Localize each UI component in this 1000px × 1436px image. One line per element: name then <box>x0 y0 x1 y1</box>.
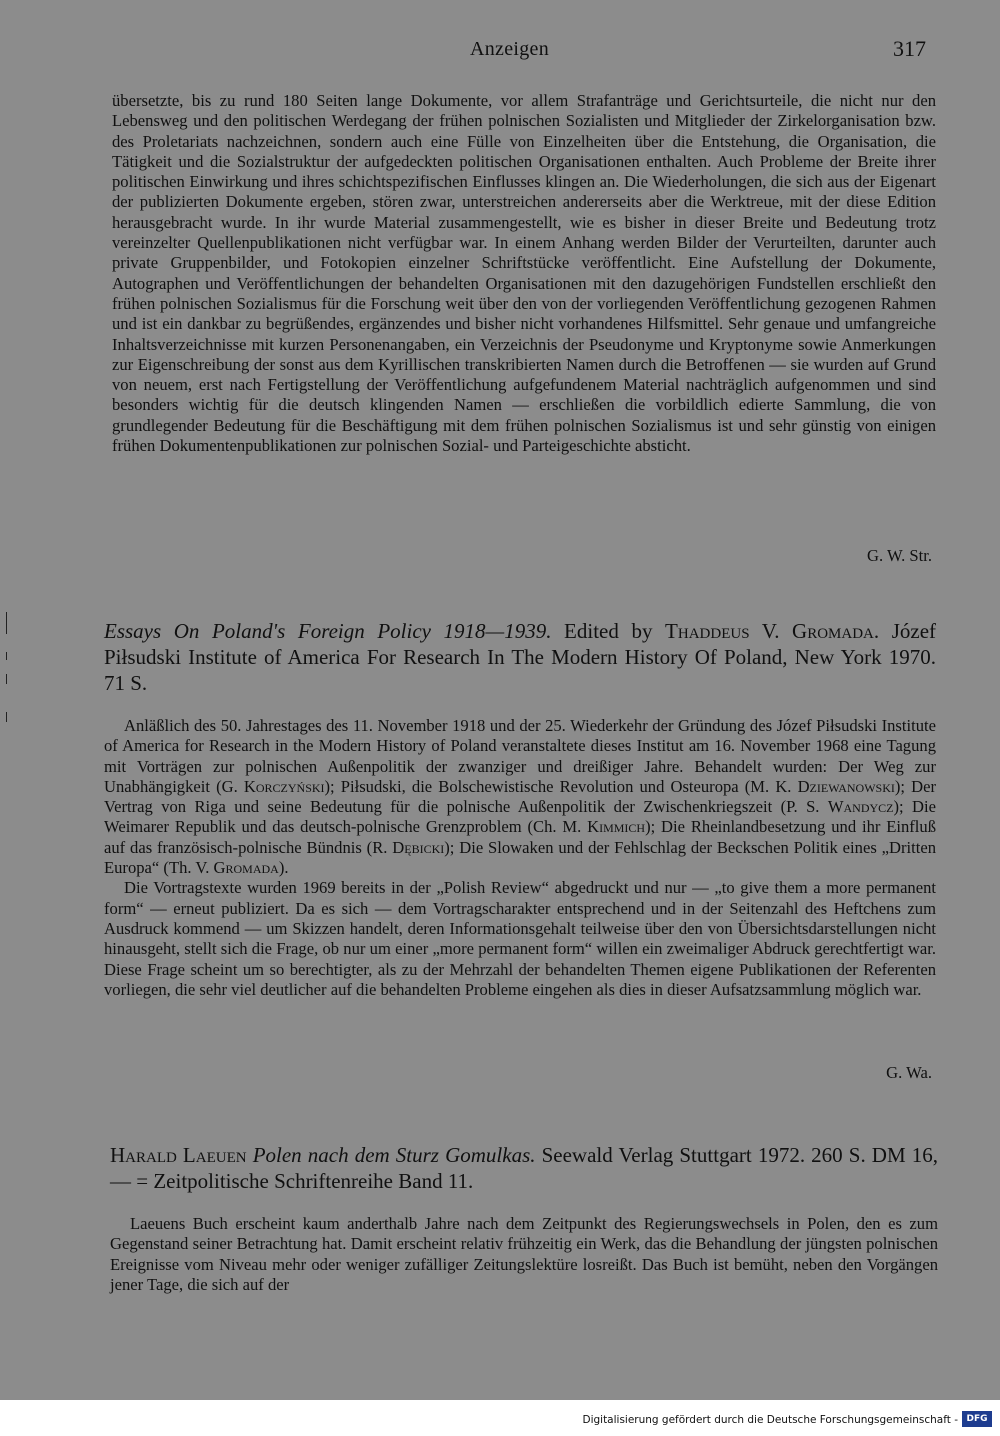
author-name: Korczyński <box>243 776 325 796</box>
running-head-title: Anzeigen <box>470 38 550 60</box>
review3-reference <box>110 1142 938 1194</box>
author-name: Dębicki <box>392 837 445 857</box>
page-number: 317 <box>893 36 926 61</box>
author-name: Wandycz <box>827 797 894 817</box>
review2-edited-by: Edited by <box>551 619 666 643</box>
review2-reference <box>104 618 936 696</box>
review3-book-title: Polen nach dem Sturz Gomulkas. <box>246 1143 536 1167</box>
review2-body <box>104 716 936 1000</box>
review1-paragraph: übersetzte, bis zu rund 180 Seiten lange Dokumente, vor allem Strafanträge und Gerichtsurteile, die nicht nur den Lebensweg und den politischen Werdegang der frühen polnischen Sozialisten und Mitglieder der Zirkelorganisation bzw. des Proletariats nachzeichnen, sondern auch eine Fülle von Einzelheiten über die Entstehung, die Organisation, die Tätigkeit und die Sozialstruktur der aufgedeckten politischen Organisationen enthalten. Auch Probleme der Breite ihrer politischen Einwirkung und ihres schichtspezifischen Einflusses klingen an. Die Wiederholungen, die sich aus der Eigenart der publizierten Dokumente ergeben, stören zwar, unterstreichen andererseits aber die Werktreue, mit der diese Edition herausgebracht wurde. In ihr wurde Material zusammengestellt, wie es bisher in dieser Breite und Bedeutung trotz vereinzelter Quellenpublikationen nicht verfügbar war. In einem Anhang werden Bilder der Verurteilten, darunter auch private Gruppenbilder, und Fotokopien einzelner Schriftstücke veröffentlicht. Eine Aufstellung der Dokumente, Autographen und Veröffentlichungen der behandelten Organisationen mit den dazugehörigen Fundstellen erschließt den frühen polnischen Sozialismus für die Forschung weit über den von der vorliegenden Veröffentlichung gezogenen Rahmen und ist ein dankbar zu begrüßendes, ergänzendes und bisher nicht vorhandenes Hilfsmittel. Sehr genaue und umfangreiche Inhaltsverzeichnisse mit kurzen Personenangaben, ein Verzeichnis der Pseudonyme und Kryptonyme sowie Anmerkungen zur Eigenschreibung der sonst aus dem Kyrillischen transkribierten Namen durch die Betroffenen — sie wurden auf Grund von neuem, erst nach Fertigstellung der Veröffentlichung aufgefundenem Material nachträglich aufgenommen und sind besonders wichtig für die deutsch klingenden Namen — erschließen die vorbildlich edierte Sammlung, die von grundlegender Bedeutung für die Beschäftigung mit dem frühen polnischen Sozialismus ist und sehr günstig von einigen frühen Dokumentenpublikationen zur polnischen Sozial- und Parteigeschichte absticht. <box>112 91 936 456</box>
review3-body <box>110 1214 938 1295</box>
review2-paragraph-1: Anläßlich des 50. Jahrestages des 11. November 1918 und der 25. Wiederkehr der Gründung des Józef Piłsudski Institute of America for Research in the Modern History of Poland veranstaltete dieses Institut am 16. November 1968 eine Tagung mit Vorträgen zur polnischen Außenpolitik der zwanziger und dreißiger Jahre. Behandelt wurden: Der Weg zur Unabhängigkeit (G. Korczyński); Piłsudski, die Bolschewistische Revolution und Osteuropa (M. K. Dziewanowski); Der Vertrag von Riga und seine Bedeutung für die polnische Außenpolitik der Zwischenkriegszeit (P. S. Wandycz); Die Weimarer Republik und das deutsch-polnische Grenzproblem (Ch. M. Kimmich); Die Rheinlandbesetzung und ihr Einfluß auf das französisch-polnische Bündnis (R. Dębicki); Die Slowaken und der Fehlschlag der Beckschen Politik eines „Dritten Europa“ (Th. V. Gromada). <box>104 716 936 878</box>
dfg-logo: DFG <box>962 1411 992 1427</box>
running-head <box>0 38 1000 66</box>
review2-signature: G. Wa. <box>886 1063 932 1082</box>
review3-author: Harald Laeuen <box>110 1143 247 1167</box>
review3-publisher: Seewald Verlag Stuttgart 1972. 260 S. DM 16,— = Zeitpolitische Schriftenreihe Band 11. <box>110 1143 938 1193</box>
author-name: Gromada <box>213 858 279 878</box>
margin-marks <box>6 612 10 732</box>
review2-paragraph-2: Die Vortragstexte wurden 1969 bereits in der „Polish Review“ abgedruckt und nur — „to give them a more permanent form“ — erneut publiziert. Da es sich — dem Vortragscharakter entsprechend und in der Seitenzahl des Heftchens zum Ausdruck kommend — um Skizzen handelt, deren Informationsgehalt teilweise über den von Übersichtsdarstellungen nicht hinausgeht, stellt sich die Frage, ob nur um einer „more permanent form“ willen ein zweimaliger Abdruck gerechtfertigt war. Diese Frage scheint um so berechtigter, als zu der Mehrzahl der behandelten Themen eigene Publikationen der Referenten vorliegen, die sehr viel deutlicher auf die behandelten Probleme eingehen als dies in dieser Aufsatzsammlung möglich war. <box>104 878 936 999</box>
review2-book-title: Essays On Poland's Foreign Policy 1918—1939. <box>104 619 552 643</box>
funding-notice: Digitalisierung gefördert durch die Deutsche Forschungsgemeinschaft - <box>582 1414 958 1426</box>
review2-editor: Thaddeus V. Gromada <box>665 619 874 643</box>
review3-paragraph-1: Laeuens Buch erscheint kaum anderthalb Jahre nach dem Zeitpunkt des Regierungswechsels in Polen, den es zum Gegenstand seiner Betrachtung hat. Damit erscheint relativ frühzeitig ein Werk, das die Behandlung der jüngsten polnischen Ereignisse vom Niveau mehr oder weniger zufälliger Zeitungslektüre losreißt. Das Buch ist bemüht, neben den Vorgängen jener Tage, die sich auf der <box>110 1214 938 1294</box>
author-name: Dziewanowski <box>797 776 895 796</box>
footer-bar <box>0 1400 1000 1436</box>
review2-publisher: . Józef Piłsudski Institute of America For Research In The Modern History Of Poland, New York 1970. 71 S. <box>104 619 937 695</box>
review1-signature: G. W. Str. <box>866 546 932 565</box>
author-name: Kimmich <box>587 817 646 837</box>
review1-body <box>112 91 936 456</box>
